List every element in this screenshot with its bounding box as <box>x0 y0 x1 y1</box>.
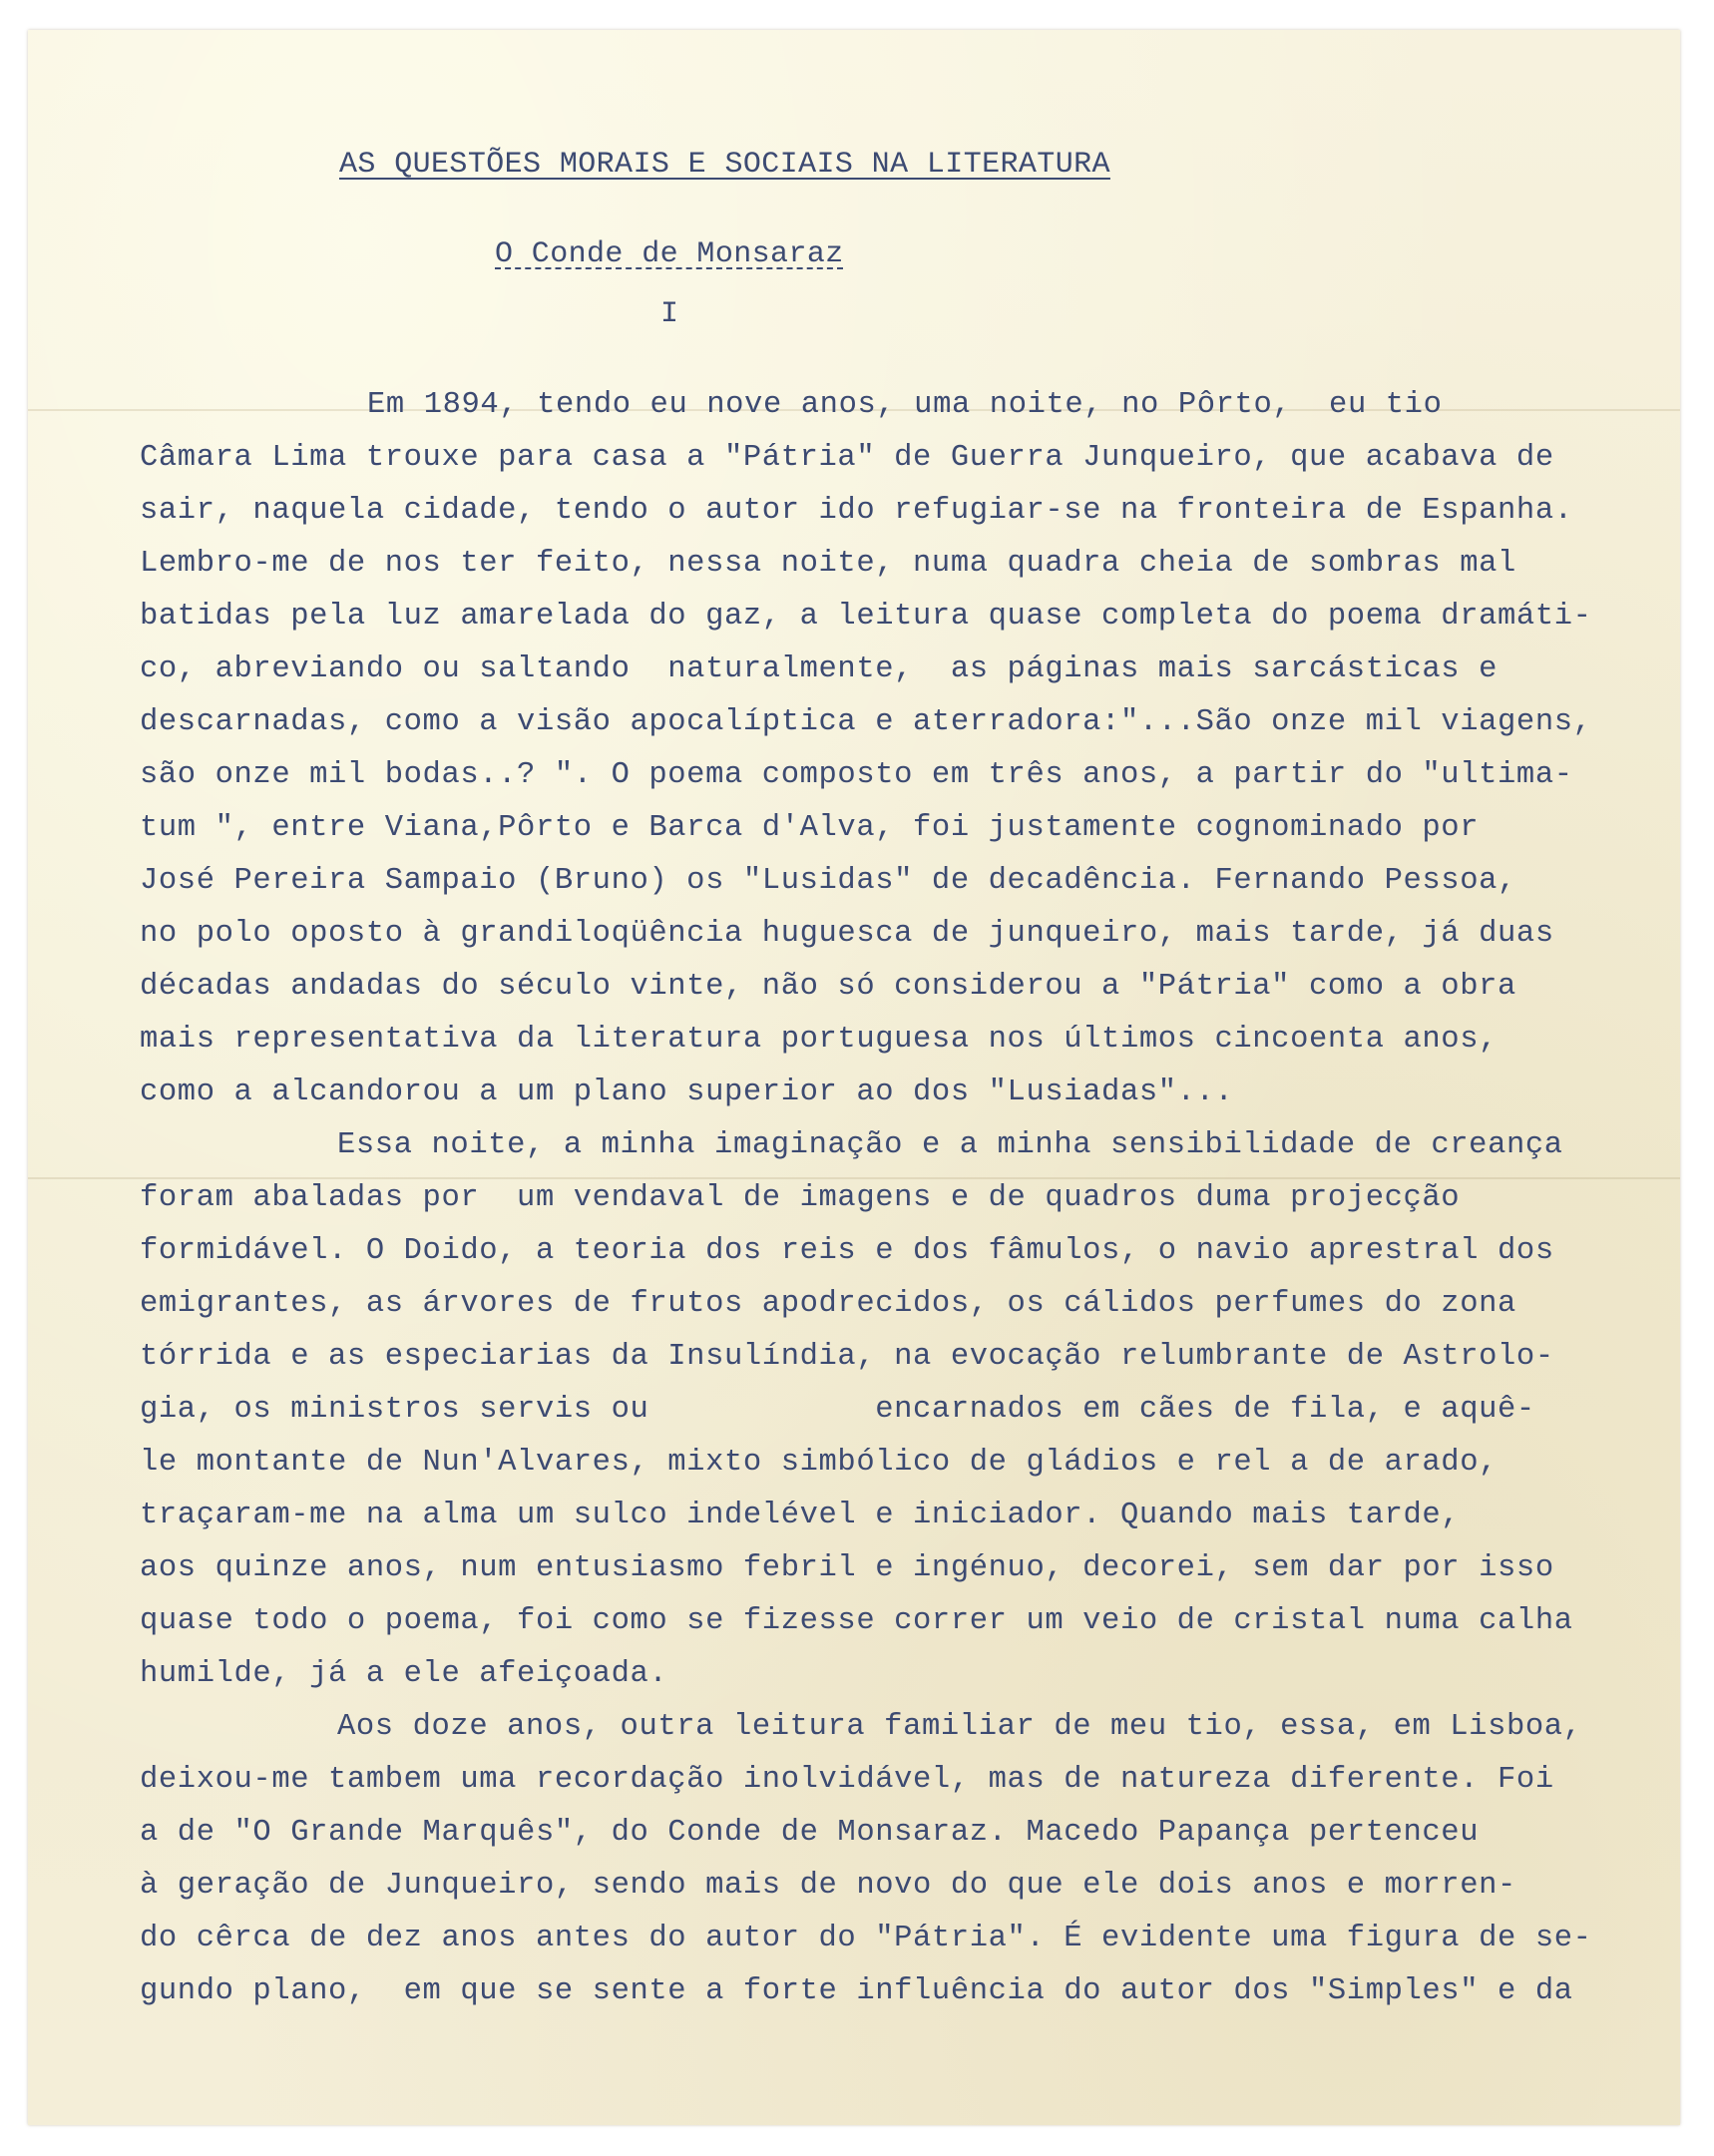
text-line: tum ", entre Viana,Pôrto e Barca d'Alva, foi justamente cognominado por <box>140 811 1480 845</box>
typed-page <box>28 30 1680 2125</box>
text-line: foram abaladas por um vendaval de imagens e de quadros duma projecção <box>140 1181 1461 1215</box>
document-subtitle: O Conde de Monsaraz <box>495 237 844 271</box>
text-line: humilde, já a ele afeiçoada. <box>140 1657 668 1691</box>
section-number: I <box>660 297 679 331</box>
text-line: formidável. O Doido, a teoria dos reis e dos fâmulos, o navio aprestral dos <box>140 1234 1554 1268</box>
text-line: deixou-me tambem uma recordação inolvidável, mas de natureza diferente. Foi <box>140 1763 1554 1797</box>
text-line: do cêrca de dez anos antes do autor do "Pátria". É evidente uma figura de se- <box>140 1922 1592 1955</box>
text-line: no polo oposto à grandiloqüência huguesca de junqueiro, mais tarde, já duas <box>140 917 1554 951</box>
text-line: descarnadas, como a visão apocalíptica e aterradora:"...São onze mil viagens, <box>140 705 1592 739</box>
text-line: José Pereira Sampaio (Bruno) os "Lusidas" de decadência. Fernando Pessoa, <box>140 864 1516 898</box>
text-line: gundo plano, em que se sente a forte influência do autor dos "Simples" e da <box>140 1974 1573 2008</box>
text-line: gia, os ministros servis ou encarnados em cães de fila, e aquê- <box>140 1393 1535 1427</box>
document-title: AS QUESTÕES MORAIS E SOCIAIS NA LITERATURA <box>339 148 1110 182</box>
text-line: décadas andadas do século vinte, não só considerou a "Pátria" como a obra <box>140 970 1516 1004</box>
text-line: quase todo o poema, foi como se fizesse correr um veio de cristal numa calha <box>140 1604 1573 1638</box>
text-line: le montante de Nun'Alvares, mixto simbólico de gládios e rel a de arado, <box>140 1446 1499 1480</box>
text-line: a de "O Grande Marquês", do Conde de Monsaraz. Macedo Papança pertenceu <box>140 1816 1480 1850</box>
text-line: sair, naquela cidade, tendo o autor ido refugiar-se na fronteira de Espanha. <box>140 494 1573 528</box>
text-line: são onze mil bodas..? ". O poema composto em três anos, a partir do "ultima- <box>140 758 1573 792</box>
text-line: emigrantes, as árvores de frutos apodrecidos, os cálidos perfumes do zona <box>140 1287 1516 1321</box>
text-line: tórrida e as especiarias da Insulíndia, na evocação relumbrante de Astrolo- <box>140 1340 1554 1374</box>
text-line: mais representativa da literatura portuguesa nos últimos cincoenta anos, <box>140 1023 1499 1057</box>
text-line: aos quinze anos, num entusiasmo febril e ingénuo, decorei, sem dar por isso <box>140 1551 1554 1585</box>
text-line: como a alcandorou a um plano superior ao dos "Lusiadas"... <box>140 1076 1234 1109</box>
document-body <box>140 379 1676 2018</box>
text-line: batidas pela luz amarelada do gaz, a leitura quase completa do poema dramáti- <box>140 600 1592 634</box>
text-line: Aos doze anos, outra leitura familiar de meu tio, essa, em Lisboa, <box>337 1710 1582 1744</box>
text-line: Câmara Lima trouxe para casa a "Pátria" de Guerra Junqueiro, que acabava de <box>140 441 1554 475</box>
text-line: co, abreviando ou saltando naturalmente, as páginas mais sarcásticas e <box>140 652 1499 686</box>
text-line: Essa noite, a minha imaginação e a minha sensibilidade de creança <box>337 1128 1563 1162</box>
text-line: Lembro-me de nos ter feito, nessa noite, numa quadra cheia de sombras mal <box>140 547 1516 581</box>
text-line: à geração de Junqueiro, sendo mais de novo do que ele dois anos e morren- <box>140 1869 1516 1903</box>
text-line: Em 1894, tendo eu nove anos, uma noite, no Pôrto, eu tio <box>367 388 1443 422</box>
text-line: traçaram-me na alma um sulco indelével e iniciador. Quando mais tarde, <box>140 1499 1461 1532</box>
